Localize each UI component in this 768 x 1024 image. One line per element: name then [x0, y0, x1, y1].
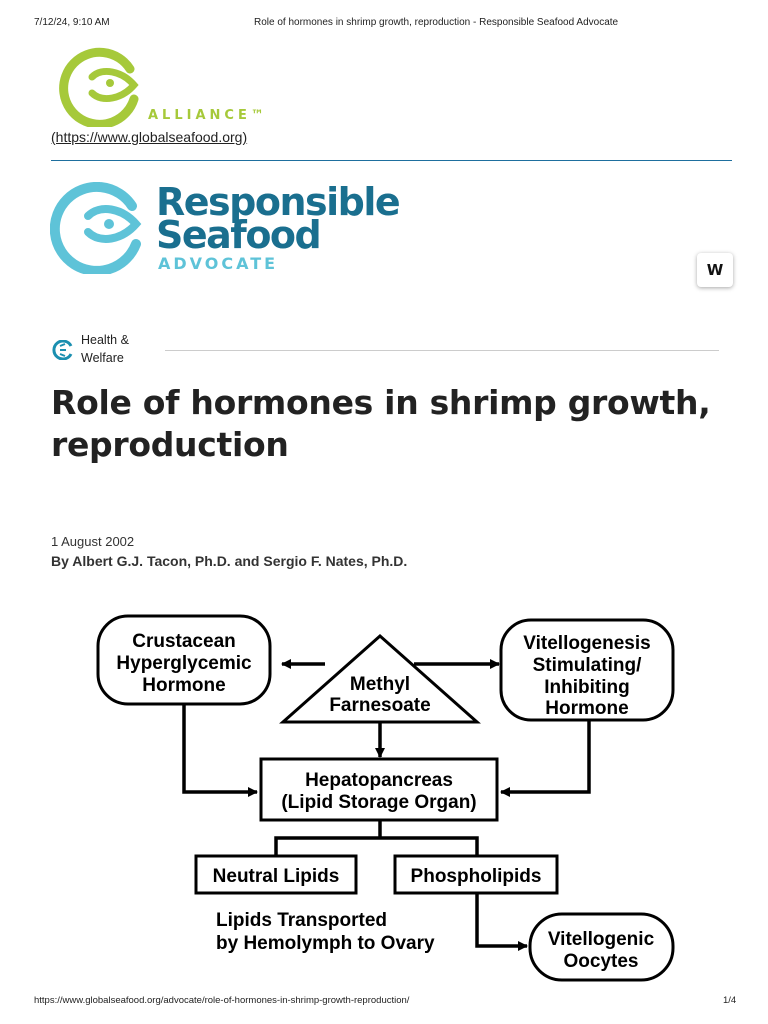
title-line2: reproduction [51, 425, 289, 464]
hepato-line1: Hepatopancreas [305, 770, 453, 791]
global-seafood-link[interactable]: (https://www.globalseafood.org) [51, 129, 248, 145]
transport-line1: Lipids Transported [216, 910, 388, 931]
article-title [51, 382, 731, 466]
w-share-button[interactable]: W [697, 253, 733, 287]
category-line2: Welfare [81, 351, 124, 365]
alliance-wordmark: ALLIANCE™ [148, 108, 268, 123]
vsih-line2: Stimulating/ [532, 655, 642, 676]
chh-line2: Hyperglycemic [116, 653, 252, 674]
transport-line2: by Hemolymph to Ovary [216, 933, 435, 954]
chh-line1: Crustacean [132, 631, 236, 652]
vsih-line3: Inhibiting [544, 677, 630, 698]
article-byline: By Albert G.J. Tacon, Ph.D. and Sergio F. Nates, Ph.D. [51, 553, 408, 569]
vsih-line1: Vitellogenesis [523, 633, 651, 654]
neutral-lipids-text: Neutral Lipids [212, 866, 340, 887]
print-footer-page: 1/4 [723, 995, 737, 1006]
hormone-lipid-diagram [90, 608, 690, 988]
article-date: 1 August 2002 [51, 534, 135, 549]
title-line1: Role of hormones in shrimp growth, [51, 383, 711, 422]
header-divider [51, 160, 732, 161]
phospholipids-text: Phospholipids [410, 866, 542, 887]
category-health-welfare[interactable] [81, 331, 151, 367]
global-seafood-alliance-logo[interactable] [58, 47, 148, 127]
logo-advocate: ADVOCATE [158, 254, 279, 273]
logo-seafood: Seafood [156, 213, 321, 257]
hepato-line2: (Lipid Storage Organ) [281, 792, 477, 813]
oocytes-line2: Oocytes [563, 951, 639, 972]
shrimp-icon [51, 340, 75, 360]
mf-line2: Farnesoate [329, 695, 431, 716]
vsih-line4: Hormone [545, 698, 629, 719]
oocytes-line1: Vitellogenic [547, 929, 655, 950]
logo-responsible: Responsible [156, 180, 400, 224]
mf-line1: Methyl [349, 674, 411, 695]
print-page-title: Role of hormones in shrimp growth, reproduction - Responsible Seafood Advocate [254, 17, 619, 28]
category-line1: Health & [81, 333, 129, 347]
print-datetime: 7/12/24, 9:10 AM [34, 17, 110, 28]
chh-line3: Hormone [142, 675, 226, 696]
print-footer-url: https://www.globalseafood.org/advocate/role-of-hormones-in-shrimp-growth-reproduction/ [34, 995, 410, 1006]
category-divider [165, 350, 719, 351]
responsible-seafood-advocate-logo-icon[interactable] [50, 182, 150, 274]
